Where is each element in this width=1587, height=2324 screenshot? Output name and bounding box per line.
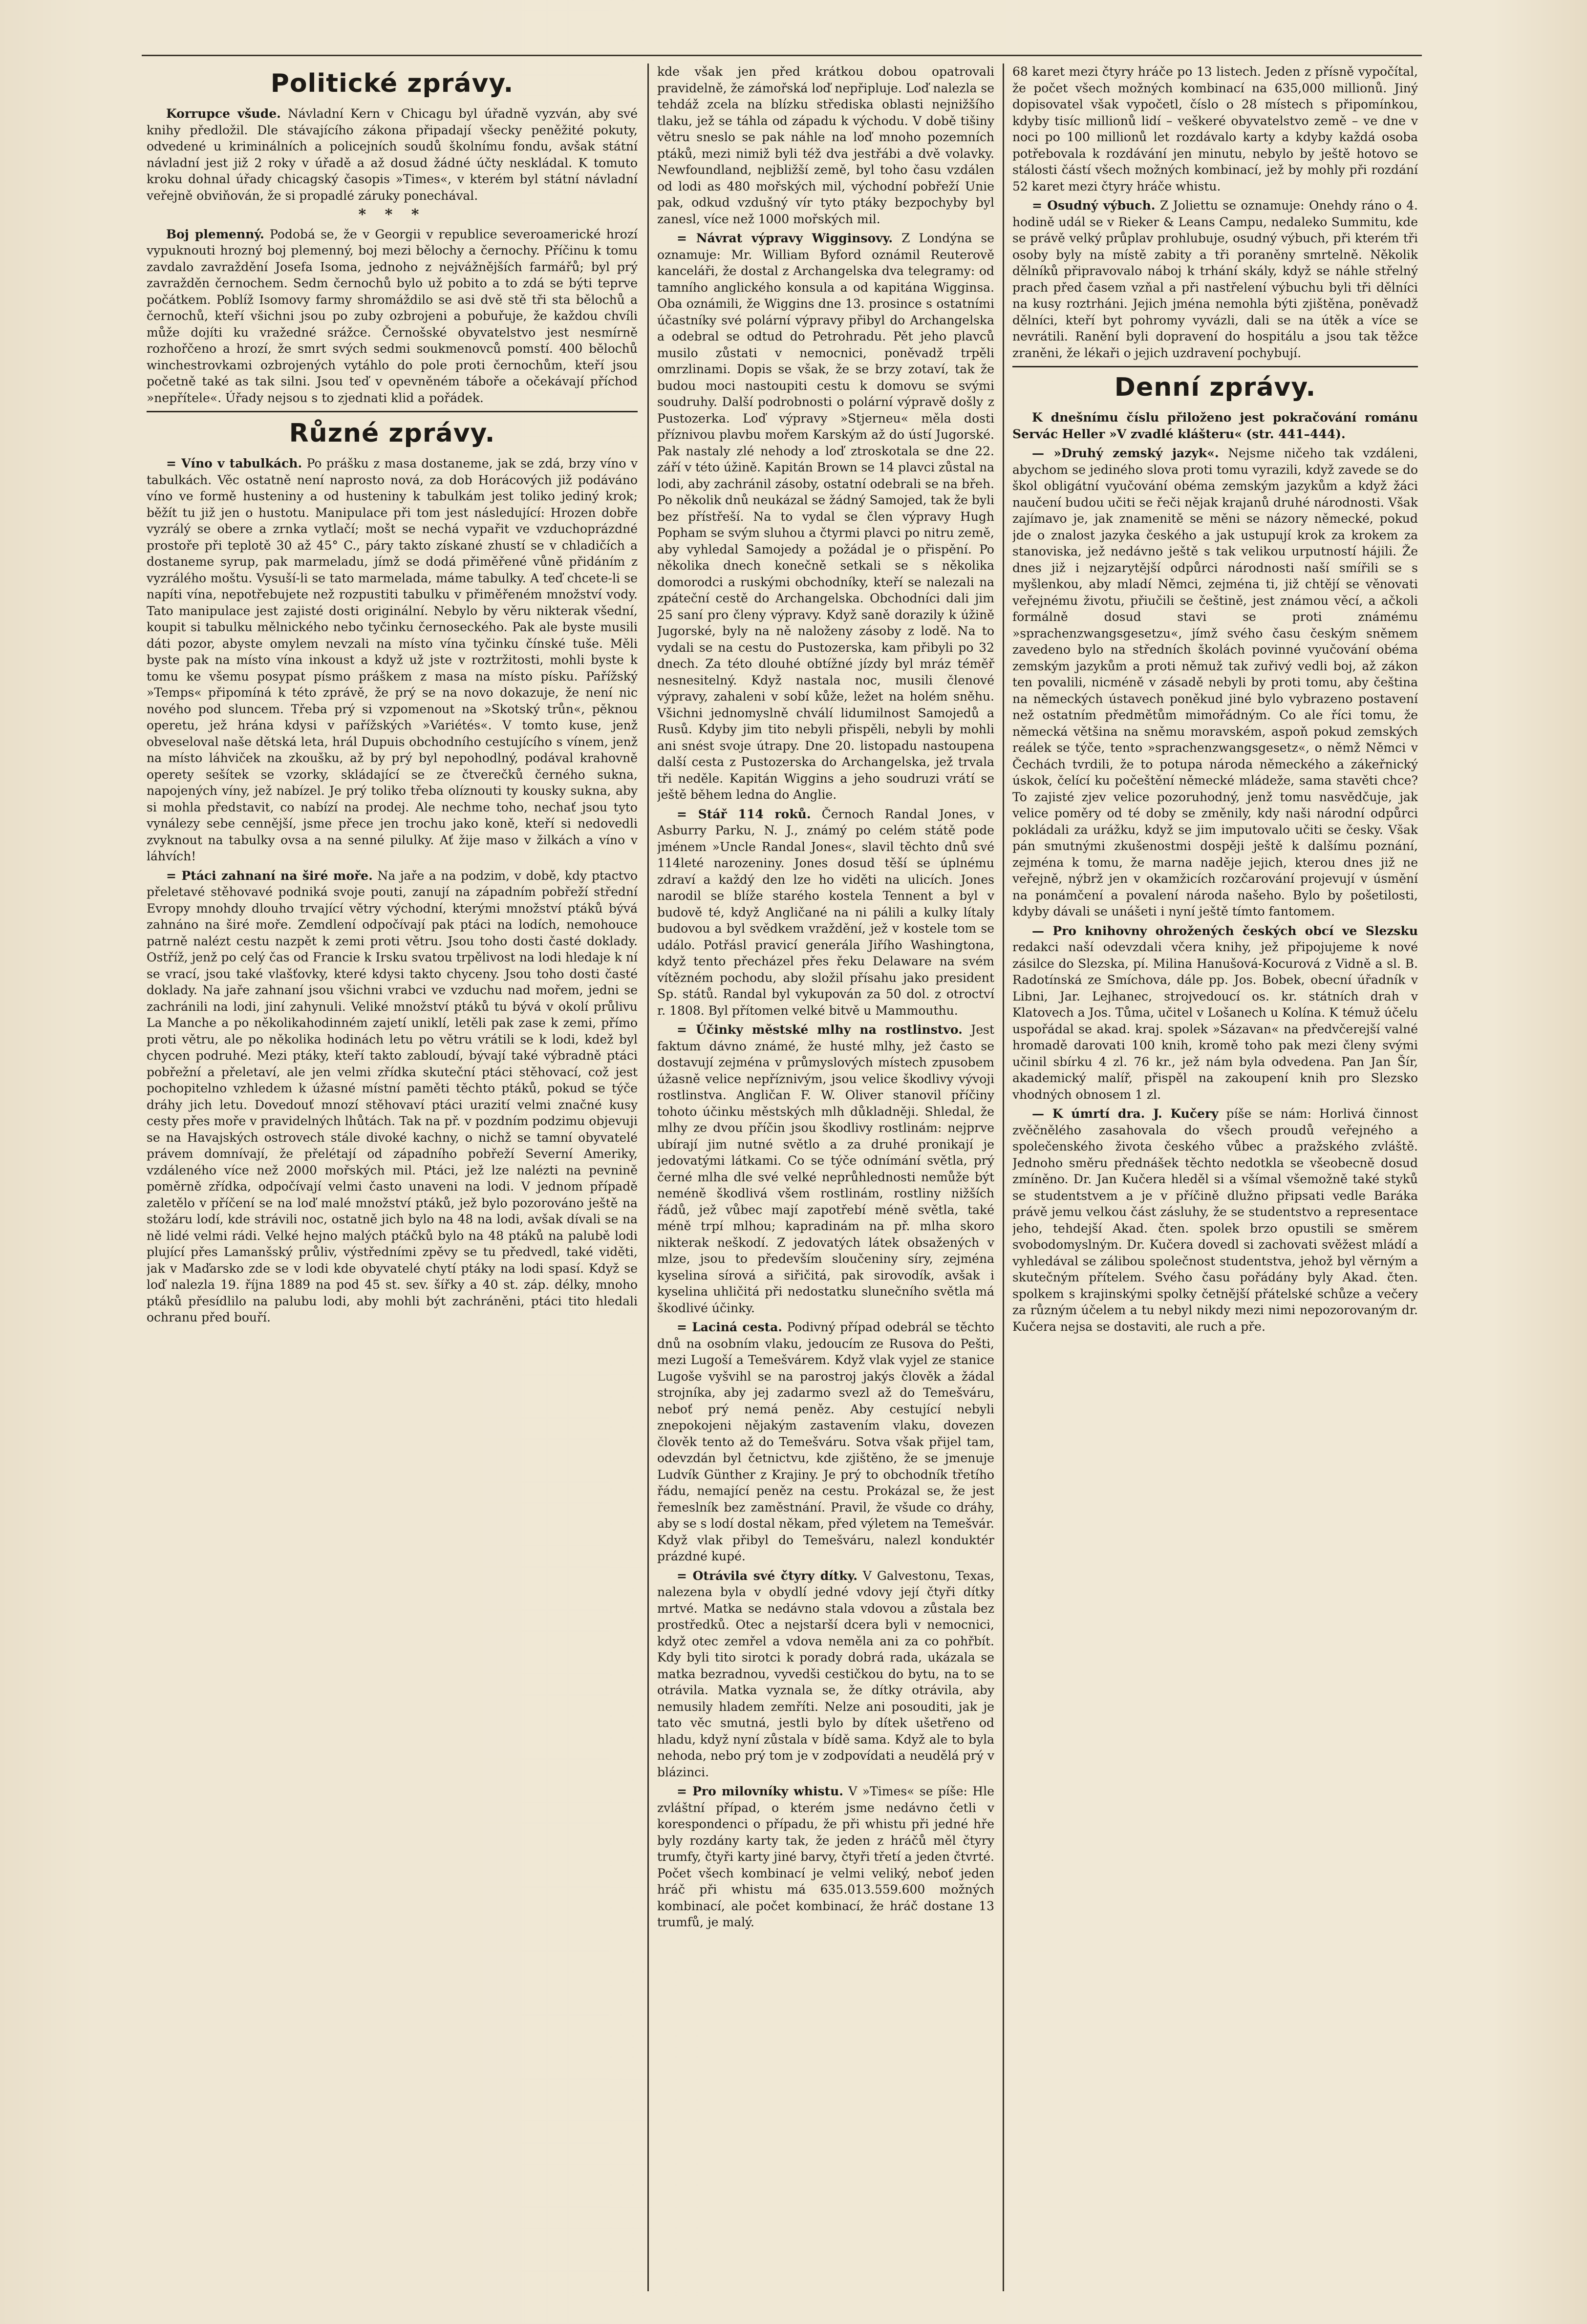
article-body: kde však jen před krátkou dobou opatrovali pravidelně, že zámořská loď nepřipluje. Loď nalezla se tehdáž zcela na blízku střediska oblasti nejnižšího tlaku, jež se táhla od západu k východu. V době tišiny větru sneslo se pak náhle na loď mnoho pozemních ptáků, mezi nimiž byli též dva jestřábi a dvě volavky. Newfoundland, nejbližší země, byl toho času vzdálen od lodi as 480 mořských mil, východní pobřeží Unie pak, odkud vzdušný vír tyto ptáky bezpochyby byl zanesl, více než 1000 mořských mil. — [657, 64, 994, 226]
article-body: Návladní Kern v Chicagu byl úřadně vyzván, aby své knihy předložil. Dle stávajícího zákona připadají všecky peněžité pokuty, odvedené u kriminálních a policejních soudů školnímu fondu, avšak státní návladní jest již 2 roky v úřadě a až dosud žádné účty neskládal. K tomuto kroku dohnal úřady chicagský časopis »Times«, v kterém byl státní návladní veřejně obviňován, že si propadlé záruky ponechával. — [147, 107, 638, 203]
article-body: K dnešnímu číslu přiloženo jest pokračování románu Servác Heller »V zvadlé klášteru« (str. 441–444). — [1012, 410, 1418, 441]
article-navrat — [657, 230, 994, 803]
article-body: Jest faktum dávno známé, že husté mlhy, jež často se dostavují zejména v průmyslových místech zpusobem úžasně velice nepříznivým, jsou velice škodlivy vývoji rostlinstva. Angličan F. W. Oliver stanovil příčiny tohoto účinku městských mlh důkladněji. Shledal, že mlhy ze dvou příčin jsou škodlivy rostlinám: nejprve ubírají jim nutné světlo a za druhé pronikají je jedovatými látkami. Co se týče odnímání světla, prý černé mlha dle své velké neprůhlednosti nemůže být neméně škodlivá všem rostlinám, rostliny nižších řádů, jež vůbec mají zapotřebí méně světla, také méně trpí mlhou; kapradinám na př. mlha skoro nikterak neškodí. Z jedovatých látek obsažených v mlze, jsou to především sloučeniny síry, zejména kyselina sírová a siřičitá, pak sirovodík, avšak i kyselina uhličitá při nedostatku slunečního světla má škodlivé účinky. — [657, 1023, 994, 1315]
section-heading-ruzne: Různé zprávy. — [147, 411, 638, 448]
article-boj — [147, 226, 638, 406]
article-body: Z Londýna se oznamuje: Mr. William Byford oznámil Reuterově kanceláři, že dostal z Archangelska dva telegramy: od tamního anglického konsula a od kapitána Wigginsa. Oba oznámili, že Wiggins dne 13. prosince s ostatními účastníky své polární výpravy přibyl do Archangelska a odebral se odtud do Petrohradu. Pět jeho plavců musilo zůstati v nemocnici, poněvadž trpěli omrzlinami. Dopis se však, že se brzy zotaví, tak že budou moci nastoupiti cestu k domovu se svými soudruhy. Další podrobnosti o polární výpravě došly z Pustozerka. Loď výpravy »Stjerneu« měla dosti příznivou plavbu mořem Karským až do ústí Jugorské. Pak nastaly zlé nehody a loď ztroskotala se dne 22. září v této úžině. Kapitán Brown se 14 plavci zůstal na lodi, aby zachránil zásoby, ostatní odebrali se na břeh. Po několik dnů neukázal se žádný Samojed, tak že byli bez přístřeší. Na to vydal se člen výpravy Hugh Popham se svým sluhou a čtyrmi plavci po nitru země, aby vyhledal Samojedy a požádal je o přispění. Po několika dnech konečně setkali se s několika domorodci a ruskými obchodníky, kteří se nalezali na zpáteční cestě do Archangelska. Obchodníci dali jim 25 saní pro členy výpravy. Když saně dorazily k úžině Jugorské, byly na ně naloženy zásoby z lodě. Na to vydali se na cestu do Pustozerska, kam přibyli po 32 dnech. Za této dlouhé obtížné jízdy byl mráz téměř nesnesitelný. Když nastala noc, musili členové výpravy, zahaleni v sobí kůže, ležet na holém sněhu. Všichni jednomyslně chválí lidumilnost Samojedů a Rusů. Kdyby jim tito nebyli přispěli, nebyli by mohli ani snést svoje útrapy. Dne 20. listopadu nastoupena další cesta z Pustozerska do Archangelska, jež trvala tři neděle. Kapitán Wiggins a jeho soudruzi vrátí se ještě během ledna do Anglie. — [657, 231, 994, 802]
column-divider — [647, 64, 649, 2291]
article-lead: = Osudný výbuch. — [1032, 198, 1156, 213]
article-otrava — [657, 1568, 994, 1781]
article-lead: — Pro knihovny ohrožených českých obcí ve Slezsku — [1032, 923, 1418, 938]
article-continuation — [1012, 64, 1418, 194]
article-lead: = Stář 114 roků. — [677, 807, 811, 821]
column-2 — [657, 64, 994, 2291]
article-body: Podivný případ odebrál se těchto dnů na osobním vlaku, jedoucím ze Rusova do Pešti, mezi Lugoší a Temešvárem. Když vlak vyjel ze stanice Lugoše vyšvihl se na parostroj jakýs člověk a žádal strojníka, aby jej zadarmo svezl až do Temešváru, neboť prý nemá peněz. Aby cestující nebyli znepokojeni nějakým zastavením vlaku, dovezen člověk tento až do Temešváru. Sotva však přijel tam, odevzdán byl četnictvu, kde zjištěno, že se jmenuje Ludvík Günther z Krajiny. Je prý to obchodník třetího řádu, nemající peněz na cestu. Prokázal se, že jest řemeslník bez zaměstnání. Pravil, že všude co dráhy, aby se s lodí dostal někam, před výletem na Temešvár. Když vlak přibyl do Temešváru, nalezl konduktér prázdné kupé. — [657, 1320, 994, 1563]
article-lead: — »Druhý zemský jazyk«. — [1032, 446, 1219, 460]
article-continuation — [657, 64, 994, 227]
article-roman — [1012, 409, 1418, 442]
article-body: 68 karet mezi čtyry hráče po 13 listech. Jeden z přísně vypočítal, že počet všech možných kombinací na 635,000 millionů. Jiný dopisovatel však vypočetl, číslo o 28 místech s připomínkou, kdyby tisíc millionů lidí – veškeré obyvatelstvo země – ve dne v noci po 100 millionů let rozdávalo karty a kdyby každá osoba potřebovala k rozdávání jen minutu, nebylo by ještě hotovo se stálosti částí všech možných kombinací, jež by mohly při rozdání 52 karet mezi čtyry hráče whistu. — [1012, 64, 1418, 193]
article-body: Černoch Randal Jones, v Asburry Parku, N. J., známý po celém státě pode jménem »Uncle Randal Jones«, slavil těchto dnů své 114leté narozeniny. Jones dosud těší se úplnému zdraví a každý den lze ho viděti na ulicích. Jones narodil se blíže starého kostela Tennent a byl v budově té, když Angličané na ni pálili a kulky lítaly budovou a byl svědkem vraždění, jež v kostele tom se událo. Potřásl pravicí generála Jiřího Washingtona, když tento přecházel přes řeku Delaware na svém vítězném pochodu, aby složil přísahu jako president Sp. států. Randal byl vykupován za 50 dol. z otroctví r. 1808. Byl přítomen velké bitvě u Mammouthu. — [657, 807, 994, 1018]
article-lead: Boj plemenný. — [166, 227, 264, 241]
column-3 — [1012, 64, 1418, 2291]
article-jazyk — [1012, 445, 1418, 920]
article-body: Na jaře a na podzim, v době, kdy ptactvo přeletavé stěhovavé podniká svoje pouti, zanují na západním pobřeží střední Evropy mnohdy dlouho trvající větry východní, kterými množství ptáků bývá zahnáno na širé moře. Zemdlení odpočívají pak ptáci na lodích, nemohouce patrně nalézt cestu nazpět k zemi proti větru. Jsou toho dosti časté doklady. Ostříž, jenž po celý čas od Francie k Irsku svatou trpělivost na lodi hledaje k ní se vrací, jsou také vlašťovky, které kdysi takto chyceny. Jsou toho dosti časté doklady. Na jaře zahnaní jsou všichni vrabci ve vzduchu nad mořem, jedni se zachránili na lodi, jiní zahynuli. Veliké množství ptáků tu bývá v okolí průlivu La Manche a po několikahodinném zajetí uniklí, letěli pak zase k zemi, přímo proti větru, ale po několika hodinách letu po větru vrátili se k lodi, kdež byl chycen podruhé. Mezi ptáky, kteří takto zabloudí, bývají také výbradně ptáci pobřežní a přeletaví, ale jen velmi zřídka skuteční ptáci stěhovací, což jest pochopitelno vzhledem k úžasné místní paměti těchto ptáků, pokud se týče dráhy jich letu. Dovedouť mnozí stěhovaví ptáci urazití velmi značné kusy cesty přes moře v pravidelných lhůtách. Tak na př. v pozdním podzimu objevuji se na Havajských ostrovech stále divoké kachny, o nichž se tamní obyvatelé právem domnívají, že přelétají od západního pobřeží Severní Ameriky, vzdáleného více než 2000 mořských mil. Ptáci, jež lze nalézti na pevnině poměrně zřídka, odpočívají velmi často unaveni na lodi. V jednom případě zaletělo v příčení se na loď malé množství ptáků, jež bylo pozorováno ještě na stožáru lodí, kde strávili noc, ostatně jich bylo na 48 na lodi, avšak dívali se na ně lidé velmi rádi. Velké hejno malých ptáčků bylo na 48 ptáků na palubě lodi plující přes Lamanšský průliv, výstředními zpěvy se tu předvedl, také viděti, jak v Maďarsko zde se v lodi kde obyvatelé chytí ptáky na lodi spasí. Když se loď nalezla 19. října 1889 na pod 45 st. sev. šířky a 40 st. záp. délky, mnoho ptáků přesídlilo na palubu lodi, aby mohli být zachráněni, ptáci tito hledali ochranu před bouří. — [147, 868, 638, 1324]
article-body: Z Joliettu se oznamuje: Onehdy ráno o 4. hodině udál se v Rieker & Leans Campu, nedaleko Summitu, kde se právě velký průplav prohlubuje, osudný výbuch, při kterém tři osoby byly na místě zabity a tři poraněny smrtelně. Několik dělníků připravovalo náboj k trhání skály, když se náhle střelný prach před časem vzňal a při nastřelení výbuchu byli tři dělníci na kusy roztrháni. Jejich jména nemohla býti zjištěna, poněvadž dělníci, kteří byt pohromy vyvázli, dali se na útěk a více se nevrátili. Ranění byli dopravení do hospitálu a jsou tak těžce zraněni, že lékaři o jejich uzdravení pochybují. — [1012, 198, 1418, 360]
section-heading-politicke: Politické zprávy. — [270, 69, 514, 98]
article-korrupce — [147, 106, 638, 204]
article-lead: Korrupce všude. — [166, 107, 281, 121]
article-body: redakci naší odevzdali včera knihy, jež připojujeme k nové zásilce do Slezska, pí. Milina Hanušová-Kocurová z Vidně a sl. B. Radotínská ze Smíchova, dále pp. Jos. Bobek, obecní úřadník v Libni, Jar. Lejhanec, strojvedoucí os. kr. státních drah v Klatovech a Jos. Tůma, učitel v Lošanech u Kolína. K témuž účelu uspořádal se akad. kraj. spolek »Sázavan« na předvčerejší valné hromadě darovati 100 knih, kromě toho pak mezi členy svými učinil sbírku 4 zl. 76 kr., jež nám byla odvedena. Pan Jan Šír, akademický malíř, přispěl na zakoupení knih pro Slezsko vhodných obnosem 1 zl. — [1012, 940, 1418, 1102]
article-milovnici — [657, 1783, 994, 1931]
article-body: V Galvestonu, Texas, nalezena byla v obydlí jedné vdovy její čtyři dítky mrtvé. Matka se nedávno stala vdovou a zůstala bez prostředků. Otec a nejstarší dcera byli v nemocnici, když otec zemřel a vdova neměla ani za co pohřbít. Kdy byli tito sirotci k porady dobrá rada, ukázala se matka bezradnou, vyvedši cestičkou do bytu, na to se otrávila. Matka vyznala se, že dítky otrávila, aby nemusily hladem zemříti. Nelze ani posouditi, jak je tato věc smutná, jestli bylo by dítek ušetřeno od hladu, když nyní zůstala v bídě sama. Když ale to byla nehoda, nebo prý tom je v zodpovídati a neudělá prý v blázinci. — [657, 1568, 994, 1779]
top-rule — [142, 55, 1422, 56]
article-kucera — [1012, 1106, 1418, 1335]
column-divider — [1003, 64, 1004, 2291]
article-lead: = Víno v tabulkách. — [166, 456, 302, 470]
article-lead: = Účinky městské mlhy na rostlinstvo. — [677, 1023, 963, 1037]
article-lead: = Ptáci zahnaní na širé moře. — [166, 868, 373, 883]
article-body: Podobá se, že v Georgii v republice severoamerické hrozí vypuknouti hrozný boj plemenný, boj mezi bělochy a černochy. Příčinu k tomu zavdalo zavraždění Josefa Isoma, jednoho z nejvážnějších farmářů; byl prý zavražděn černochem. Sedm černochů bylo už pobito a to zdá se býti teprve počátkem. Poblíž Isomovy farmy shromáždilo se asi dvě stě tři sta bělochů a černochů, kteří všichni jsou po zuby ozbrojeni a pobuřuje, že každou chvíli může dojíti ku vražedné srážce. Černošské obyvatelstvo jest nesmírně rozhořčeno a hrozí, že smrt svých sedmi soukmenovců pomstí. 400 bělochů winchestrovkami ozbrojených vytáhlo do pole proti černochům, kteří jsou početně také as tak silni. Jsou teď v opevněném táboře a očekávají příchod »nepřítele«. Úřady nejsou s to zjednati klid a pořádek. — [147, 227, 638, 405]
section-separator: * * * — [358, 206, 426, 223]
column-1 — [147, 64, 638, 2291]
article-body: píše se nám: Horlivá činnost zvěčnělého zasahovala do všech proudů veřejného a společenského života českého vůbec a pražského zvláště. Jednoho směru přednášek těchto nedotkla se všeobecně dosud zmíněno. Dr. Jan Kučera hleděl si a všímal všemožně také styků se studentstvem a je v příčině dlužno připsati vedle Baráka právě jemu velkou část zásluhy, že se studentstvo a representace jeho, tehdejší Akad. čten. spolek brzo opustili se směrem svobodomyslným. Dr. Kučera dovedl si zachovati svěžest mládí a vyhledával se zálibou společnost studentstva, jehož byl věrným a skutečným přítelem. Svého času pořádány byly Akad. čten. spolkem s krajinskými spolky četnější přátelské schůze a večery za různým účelem a tu nebyl nikdy mezi nimi nepozorovaným dr. Kučera nejsa se dostaviti, ale ruch a pře. — [1012, 1107, 1418, 1334]
article-lead: = Pro milovníky whistu. — [677, 1784, 843, 1798]
article-ptaci — [147, 868, 638, 1326]
article-body: Nejsme ničeho tak vzdáleni, abychom se jediného slova proti tomu vyrazili, když zavede se do škol obligátní vyučování obéma zemským jazykům a když žáci naučení budou učiti se řeči nějak krajanů druhé národnosti. Však zajímavo je, jak znamenitě se měni se názory německé, pokud jde o znalost jazyka českého a jak ustupují krok za krokem za stanoviska, jež nedávno ještě s tak velikou urputností hájili. Že dnes již i nejzarytější odpůrci národnosti naší smířili se s myšlenkou, aby mladí Němci, zejména ti, již chtějí se věnovati veřejnému životu, přiučili se češtině, jest známou věcí, a ačkoli formálně dosud stavi se proti známému »sprachenzwangsgesetzu«, jímž svého času českým sněmem zavedeno bylo na středních školách povinné vyučování obéma zemským jazykům a proti němuž tak zuřivý vedli boj, až zákon ten povalili, nicméně v zásadě nebyli by proti tomu, aby čeština na německých ústavech poněkud jiné bylo vybrazeno postavení než ostatním předmětům mimořádným. Co ale říci tomu, že německá většina na sněmu moravském, aspoň pokud zemských reálek se týče, tento »sprachenzwangsgesetz«, o němž Němci v Čechách tvrdili, že to potupa národa německého a zákeřnický úskok, čelící ku počeštění německé mládeže, sama stavěti chce? To zajisté zjev velice pozoruhodný, jenž tomu nasvědčuje, jak velice poměry od té doby se změnily, kdy naši národní odpůrci pokládali za urážku, když se jim imputovalo učiti se česky. Však pán smutnými zkušenostmi dospěji ještě k dalšímu poznání, zejména k tomu, že marna naděje jejich, kterou dnes již ne veřejně, nýbrž jen v okamžicích rozčarování projevují v úsmění na ponámčení a povalení národa našeho. Bylo by pošetilosti, kdyby dávali se unášeti i nyní ještě tímto fantomem. — [1012, 446, 1418, 918]
article-body: V »Times« se píše: Hle zvláštní případ, o kterém jsme nedávno četli v korespondenci o případu, že při whistu při jedné hře byly rozdány karty tak, že jeden z hráčů měl čtyry trumfy, čtyři karty jiné barvy, čtyři třetí a jeden čtvrté. Počet všech kombinací je velmi veliký, neboť jeden hráč při whistu má 635.013.559.600 možných kombinací, ale počet kombinací, že hráč dostane 13 trumfů, je malý. — [657, 1784, 994, 1929]
article-lead: = Návrat výpravy Wigginsovy. — [677, 231, 893, 245]
article-vybuch — [1012, 197, 1418, 361]
article-lead: = Otrávila své čtyry dítky. — [677, 1568, 858, 1583]
article-ucinky — [657, 1022, 994, 1316]
article-vino — [147, 455, 638, 865]
article-star — [657, 806, 994, 1019]
article-knihovny — [1012, 923, 1418, 1103]
article-lead: — K úmrtí dra. J. Kučery — [1032, 1107, 1219, 1121]
article-lead: = Laciná cesta. — [677, 1320, 782, 1334]
article-cesta — [657, 1319, 994, 1565]
section-heading-denni: Denní zprávy. — [1012, 366, 1418, 403]
article-body: Po prášku z masa dostaneme, jak se zdá, brzy víno v tabulkách. Věc ostatně není naprosto nová, za dob Horácových již podáváno víno ve formě husteniny a od husteniny k tabulkám jest toliko jediný krok; běžít tu již jen o hustotu. Manipulace při tom jest následující: Hrozen dobře vyzrálý se obere a zrnka vytlačí; mošt se nechá vypařit ve vzduchoprázdné prostoře při teplotě 30 až 45° C., páry takto získané zhustí se v chladičích a dostaneme syrup, pak marmeladu, jímž se dodá přiměřené vůně přidáním z vyzrálého moštu. Vysuší-li se tato marmelada, máme tabulky. A teď chcete-li se napíti vína, nepotřebujete než rozpustiti tabulku v přiměřeném množství vody. Tato manipulace jest zajisté dosti originální. Nebylo by věru nikterak všední, koupit si tabulku mělnického nebo tyčinku černoseckého. Pak ale byste musili dáti pozor, abyste omylem nevzali na místo vína tyčinku čínské tuše. Měli byste pak na místo vína inkoust a když už jste v roztržitosti, mohli byste k tomu ke všemu posypat písmo práškem z masa na místo písku. Pařížský »Temps« připomíná k této zprávě, že prý se na novo dokazuje, že není nic nového pod sluncem. Třeba prý si vzpomenout na »Skotský trůn«, pěknou operetu, jež hrána kdysi v pařížských »Variétés«. V tomto kuse, jenž obveseloval naše dětská leta, hrál Dupuis obchodního cestujícího s vínem, jenž na místo láhviček na zkoušku, až by prý byl nepohodlný, podával krahovně operety sešítek se vzorky, skládající se ze čtverečků černého sukna, napojených víny, jež nabízel. Je prý toliko třeba olíznouti ty kousky sukna, aby si mohla představit, co nabízí na prodej. Ale nechme toho, nechať jsou tyto vynálezy sebe cennější, jsme přece jen trochu jako koně, kteří si nedovedli zvyknout na tabulky ovsa a na senné pilulky. Ať žije maso v žilkách a víno v láhvích! — [147, 456, 638, 863]
